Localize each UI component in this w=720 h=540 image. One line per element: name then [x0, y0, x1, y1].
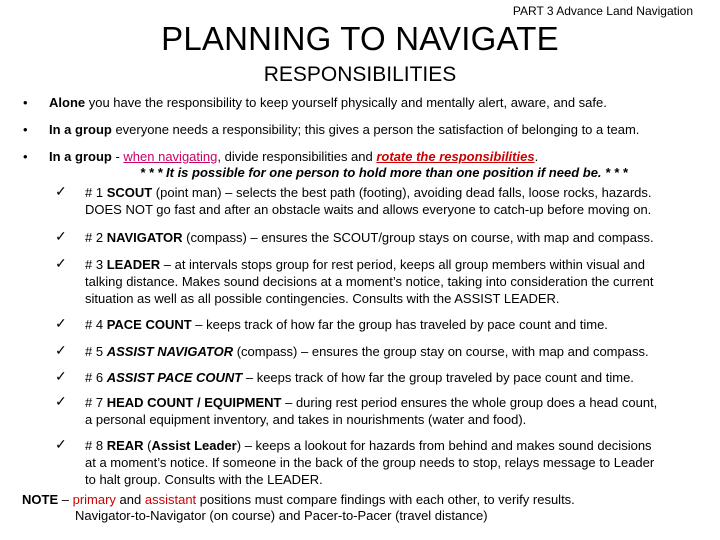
- role-name: REAR: [106, 438, 144, 453]
- role-name: HEAD COUNT / EQUIPMENT: [106, 395, 282, 410]
- note-assistant: assistant: [144, 492, 197, 507]
- bullet-dash: -: [111, 149, 124, 164]
- role-name: LEADER: [106, 257, 161, 272]
- check-icon: ✓: [55, 183, 67, 199]
- bullet-text: you have the responsibility to keep yourself physically and mentally alert, aware, and safe.: [85, 95, 607, 110]
- role-desc: (compass) – ensures the SCOUT/group stays on course, with map and compass.: [182, 230, 654, 245]
- role-number: # 8: [85, 438, 107, 453]
- bullet-marker: •: [23, 122, 28, 137]
- footer-note: [22, 492, 575, 524]
- section-header: PART 3 Advance Land Navigation: [512, 4, 693, 18]
- note-line2: Navigator-to-Navigator (on course) and Pacer-to-Pacer (travel distance): [75, 508, 488, 523]
- role-number: # 2: [85, 230, 107, 245]
- note-rest: positions must compare findings with each other, to verify results.: [196, 492, 575, 507]
- check-icon: ✓: [55, 368, 67, 384]
- role-head-count: [85, 394, 657, 428]
- role-assist-navigator: [85, 343, 649, 360]
- note-label: NOTE: [22, 492, 59, 507]
- role-number: # 1: [85, 185, 107, 200]
- multiple-positions-note: * * * It is possible for one person to hold more than one position if need be. * * *: [140, 165, 628, 180]
- role-desc-line3: situation as well as all possible contingencies. Consults with the ASSIST LEADER.: [85, 291, 560, 306]
- role-number: # 6: [85, 370, 107, 385]
- rotate-responsibilities-text: rotate the responsibilities: [376, 149, 535, 164]
- note-and: and: [115, 492, 145, 507]
- role-desc: – during rest period ensures the whole group does a head count,: [281, 395, 658, 410]
- role-desc: (point man) – selects the best path (footing), avoiding dead falls, loose rocks, hazards.: [152, 185, 652, 200]
- bullet-lead: In a group: [49, 122, 112, 137]
- bullet-mid-text: , divide responsibilities and: [217, 149, 377, 164]
- role-rear: [85, 437, 654, 488]
- check-icon: ✓: [55, 228, 67, 244]
- role-assist-pace-count: [85, 369, 634, 386]
- role-name: PACE COUNT: [106, 317, 192, 332]
- role-name-secondary: Assist Leader: [151, 438, 237, 453]
- role-navigator: [85, 229, 654, 246]
- page-title: PLANNING TO NAVIGATE: [161, 20, 559, 57]
- check-icon: ✓: [55, 255, 67, 271]
- bullet-marker: •: [23, 149, 28, 164]
- check-icon: ✓: [55, 393, 67, 409]
- role-desc: – at intervals stops group for rest period, keeps all group members within visual and: [160, 257, 645, 272]
- role-leader: [85, 256, 653, 307]
- check-icon: ✓: [55, 315, 67, 331]
- note-primary: primary: [72, 492, 116, 507]
- role-desc: – keeps track of how far the group traveled by pace count and time.: [242, 370, 634, 385]
- role-desc-line2: a personal equipment inventory, and takes in nourishments (water and food).: [85, 412, 527, 427]
- role-desc-line2: DOES NOT go fast and after an obstacle waits and allows everyone to catch-up before moving on.: [85, 202, 652, 217]
- when-navigating-text: when navigating: [123, 149, 218, 164]
- role-scout: [85, 184, 652, 218]
- role-paren: (: [143, 438, 152, 453]
- bullet-lead: In a group: [49, 149, 112, 164]
- role-pace-count: [85, 316, 608, 333]
- role-desc-line2: talking distance. Makes sound decisions at a moment’s notice, taking into consideration the current: [85, 274, 654, 289]
- role-number: # 5: [85, 344, 107, 359]
- role-name: NAVIGATOR: [106, 230, 183, 245]
- role-desc: – keeps track of how far the group has traveled by pace count and time.: [191, 317, 608, 332]
- role-desc: (compass) – ensures the group stay on course, with map and compass.: [233, 344, 649, 359]
- check-icon: ✓: [55, 436, 67, 452]
- bullet-alone: [49, 95, 607, 110]
- role-desc: ) – keeps a lookout for hazards from behind and makes sound decisions: [236, 438, 652, 453]
- check-icon: ✓: [55, 342, 67, 358]
- role-number: # 4: [85, 317, 107, 332]
- bullet-group-navigating: [49, 149, 538, 164]
- bullet-end-text: .: [534, 149, 539, 164]
- role-name: ASSIST NAVIGATOR: [106, 344, 234, 359]
- bullet-group: [49, 122, 639, 137]
- bullet-marker: •: [23, 95, 28, 110]
- page-subtitle: RESPONSIBILITIES: [263, 63, 457, 86]
- role-number: # 7: [85, 395, 107, 410]
- role-name: SCOUT: [106, 185, 153, 200]
- note-dash: –: [58, 492, 73, 507]
- role-desc-line2: at a moment’s notice. If someone in the back of the group needs to stop, relays message to Leader: [85, 455, 655, 470]
- bullet-lead: Alone: [49, 95, 86, 110]
- role-number: # 3: [85, 257, 107, 272]
- role-desc-line3: to halt group. Consults with the LEADER.: [85, 472, 323, 487]
- role-name: ASSIST PACE COUNT: [106, 370, 243, 385]
- bullet-text: everyone needs a responsibility; this gives a person the satisfaction of belonging to a team.: [111, 122, 640, 137]
